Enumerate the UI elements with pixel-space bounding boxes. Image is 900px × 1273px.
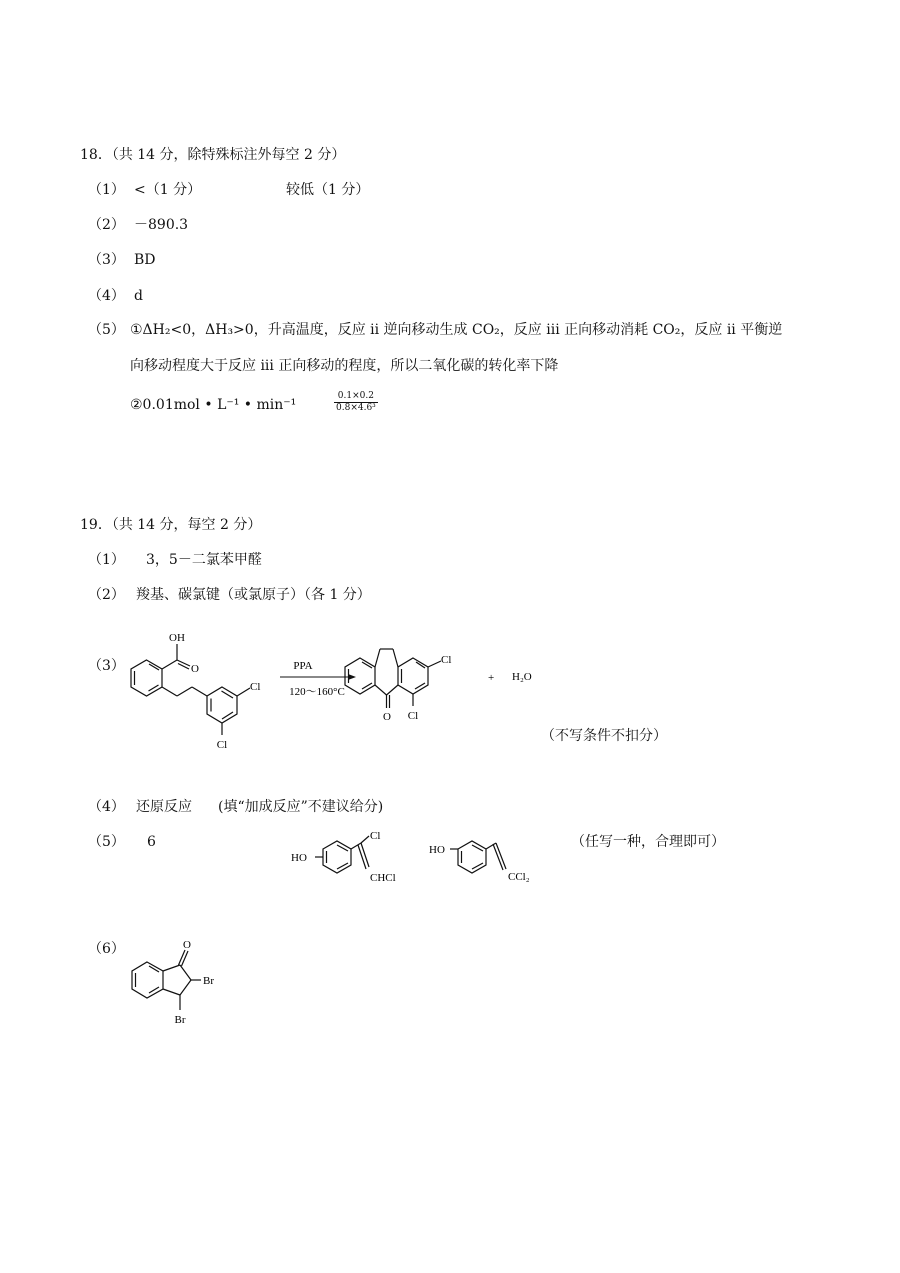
reagent-ppa: PPA: [293, 660, 313, 672]
q19-a5-label: （5）: [88, 834, 125, 850]
q19-a4-note: (填“加成反应”不建议给分): [218, 799, 384, 815]
product-o-label: O: [383, 711, 391, 723]
q19-a1-label: （1）: [88, 552, 125, 568]
isomer2-ring: [458, 841, 486, 873]
fraction-numerator: 0.1×0.2: [334, 391, 378, 403]
q18-a3-label: （3）: [88, 252, 125, 268]
q19-a6-label: （6）: [88, 941, 125, 957]
reactant-o-label: O: [191, 663, 199, 675]
isomer1-ring: [323, 841, 351, 873]
q18-a5-label: （5）: [88, 322, 125, 338]
q19-a4-label: （4）: [88, 799, 125, 815]
indanone-o-label: O: [183, 939, 191, 951]
q19-a3-note: （不写条件不扣分）: [541, 728, 667, 744]
q19-a5-note: （任写一种，合理即可）: [571, 834, 725, 850]
product-benzene-ring-right: [398, 658, 428, 694]
q19-a5-value: 6: [147, 834, 156, 850]
q19-a4-value: 还原反应: [136, 799, 192, 815]
isomer2-ho-label: HO: [429, 844, 445, 856]
q18-a5-line1: ①ΔH₂<0，ΔH₃>0，升高温度，反应 ii 逆向移动生成 CO₂，反应 iii 正向移动消耗 CO₂，反应 ii 平衡逆: [130, 322, 783, 338]
q19-a1-value: 3，5－二氯苯甲醛: [146, 552, 262, 568]
q19-a2-label: （2）: [88, 587, 125, 603]
q18-a1-value2: 较低（1 分）: [286, 182, 370, 198]
q18-a2-label: （2）: [88, 217, 125, 233]
isomer-structures: [290, 824, 570, 894]
q18-a1-label: （1）: [88, 182, 125, 198]
indanone-br1-label: Br: [203, 975, 214, 987]
q18-a5-line2: 向移动程度大于反应 iii 正向移动的程度，所以二氧化碳的转化率下降: [130, 358, 559, 374]
q18-a5-fraction: [334, 391, 378, 414]
reaction-scheme: [120, 622, 560, 757]
product-cl1-label: Cl: [441, 654, 452, 666]
plus-sign: +: [488, 672, 495, 684]
q19-a3-label: （3）: [88, 658, 125, 674]
reactant-cl1-label: Cl: [250, 681, 261, 693]
q18-a2-value: －890.3: [134, 217, 189, 233]
isomer1-ho-label: HO: [291, 852, 307, 864]
indanone-benzene-ring: [132, 962, 163, 998]
fraction-denominator: 0.8×4.6³: [336, 403, 376, 413]
answer6-structure: [125, 930, 235, 1035]
isomer1-chcl-label: CHCl: [370, 872, 396, 884]
reaction-conditions: 120～160°C: [289, 686, 345, 698]
q18-a5-rate: ②0.01mol • L⁻¹ • min⁻¹: [130, 397, 297, 413]
reactant-oh-label: OH: [169, 632, 185, 644]
q18-header: 18．（共 14 分，除特殊标注外每空 2 分）: [80, 147, 346, 163]
q18-a4-value: d: [134, 288, 143, 304]
q19-a2-value: 羧基、碳氯键（或氯原子）（各 1 分）: [136, 587, 371, 603]
q18-a3-value: BD: [134, 252, 156, 268]
indanone-br2-label: Br: [174, 1014, 186, 1026]
q18-a4-label: （4）: [88, 288, 125, 304]
product-cl2-label: Cl: [407, 710, 419, 722]
isomer2-ccl2-label: CCl₂: [508, 871, 530, 883]
reactant-cl2-label: Cl: [216, 739, 228, 751]
isomer1-cl-label: Cl: [370, 830, 381, 842]
q19-header: 19．（共 14 分，每空 2 分）: [80, 517, 262, 533]
q18-a1-value: <（1 分）: [134, 182, 202, 198]
water-label: H₂O: [512, 671, 532, 683]
reactant-benzene-ring: [131, 660, 162, 696]
